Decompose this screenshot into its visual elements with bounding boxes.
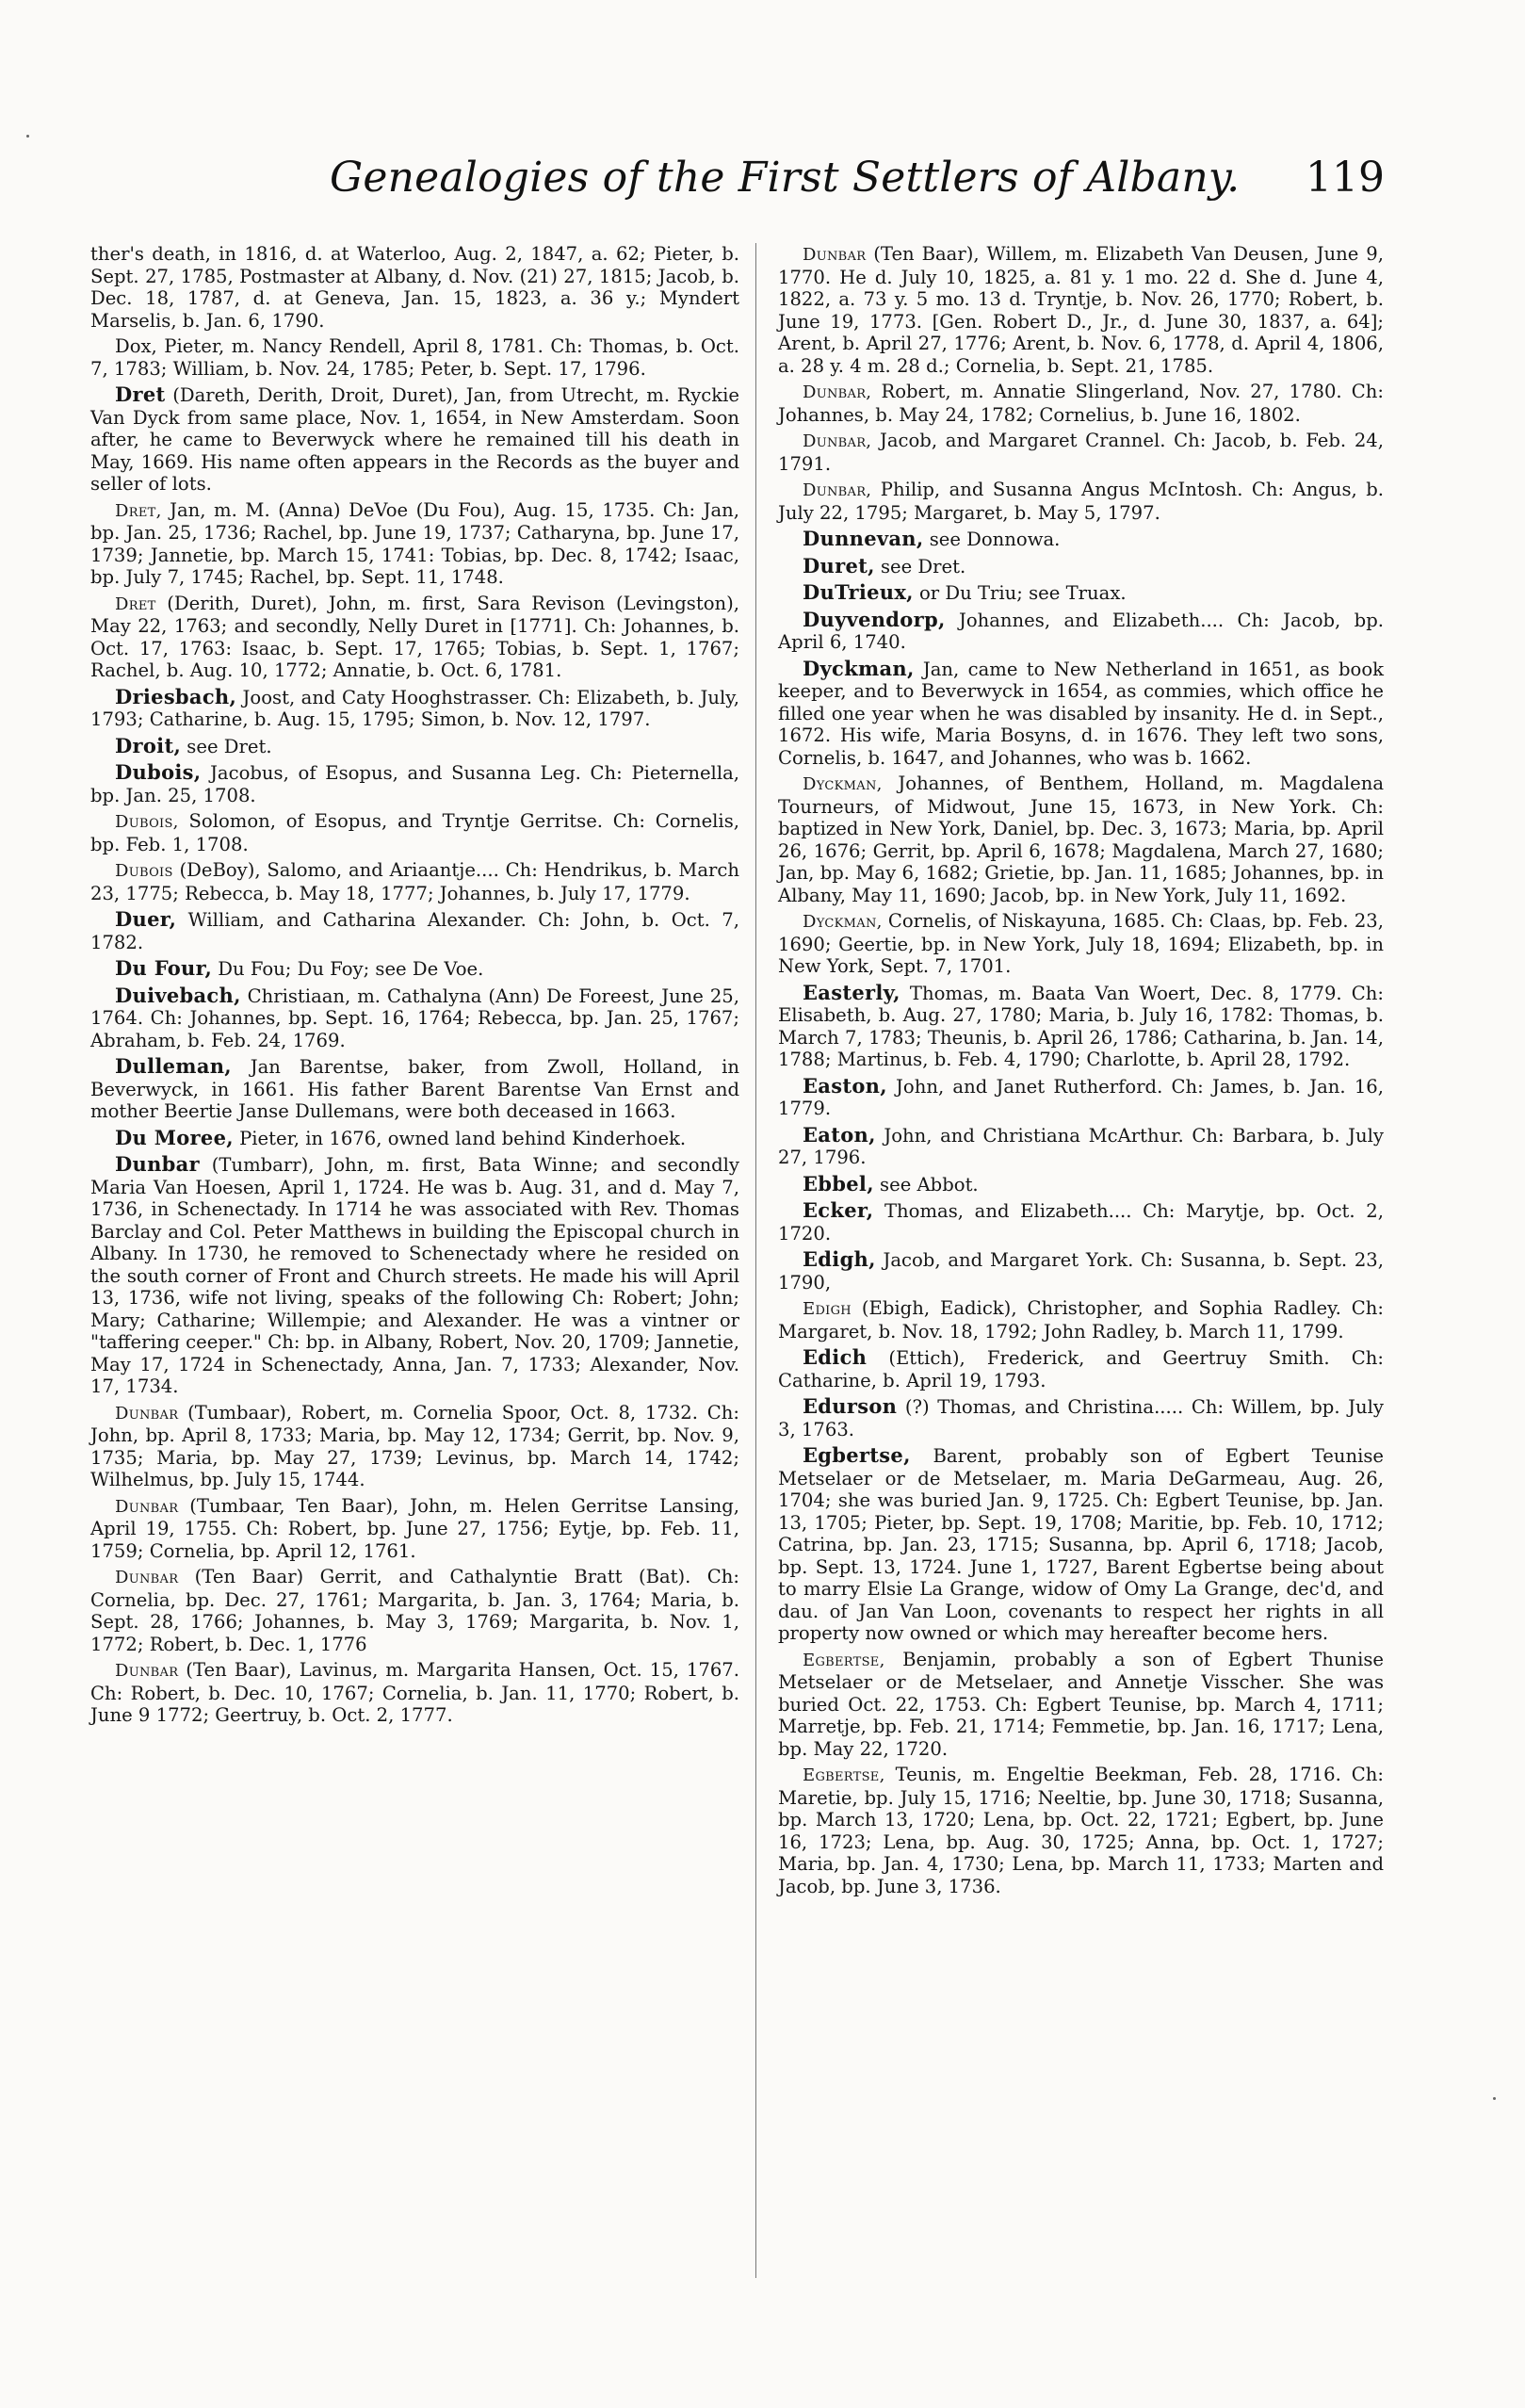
- genealogy-entry: [90, 1566, 739, 1655]
- entry-text: Thomas, m. Baata Van Woert, Dec. 8, 1779. Ch: Elisabeth, b. Aug. 27, 1780; Maria, b. July 16, 1782: Thomas, b. March 7, 1783; Theunis, b. April 26, 1786; Catharina, b. Jan. 14, 1788; Martinus, b. Feb. 4, 1790; Charlotte, b. April 28, 1792.: [778, 982, 1384, 1070]
- genealogy-entry: [778, 658, 1384, 770]
- entry-text: John, and Christiana McArthur. Ch: Barbara, b. July 27, 1796.: [778, 1124, 1384, 1168]
- page-speck: [26, 135, 29, 138]
- left-column: [90, 243, 739, 1731]
- entry-text: Jan Barentse, baker, from Zwoll, Holland, in Beverwyck, in 1661. His father Barent Barentse Van Ernst and mother Beertie Janse Dullemans, were both deceased in 1663.: [90, 1056, 739, 1122]
- genealogy-entry: [778, 479, 1384, 524]
- entry-surname: Du Moree,: [115, 1125, 234, 1149]
- entry-text: Pieter, m. Nancy Rendell, April 8, 1781. Ch: Thomas, b. Oct. 7, 1783; William, b. Nov. 24, 1785; Peter, b. Sept. 17, 1796.: [90, 335, 739, 380]
- entry-surname: Dret: [115, 382, 166, 406]
- genealogy-entry: [90, 686, 739, 731]
- genealogy-entry: [778, 773, 1384, 906]
- genealogy-entry: [90, 1153, 739, 1398]
- entry-text: (Tumbarr), John, m. first, Bata Winne; and secondly Maria Van Hoesen, April 1, 1724. He was b. Aug. 31, and d. May 7, 1736, in Schenectady. In 1714 he was associated with Rev. Thomas Barclay and Col. Peter Matthews in building the Episcopal church in Albany. In 1730, he removed to Schenectady where he resided on the south corner of Front and Church streets. He made his will April 13, 1736, wife not living, speaks of the following Ch: Robert; John; Mary; Catharine; Willempie; and Alexander. He was a vintner or "taffering ceeper." Ch: bp. in Albany, Robert, Nov. 20, 1709; Jannetie, May 17, 1724 in Schenectady, Anna, Jan. 7, 1733; Alexander, Nov. 17, 1734.: [90, 1154, 739, 1397]
- entry-text: Du Fou; Du Foy; see De Voe.: [212, 958, 484, 980]
- entry-surname: Dunbar: [803, 245, 867, 265]
- entry-text: Jan, m. M. (Anna) DeVoe (Du Fou), Aug. 15, 1735. Ch: Jan, bp. Jan. 25, 1736; Rachel, bp. June 19, 1737; Catharyna, bp. June 17, 1739; Jannetie, bp. March 15, 1741: Tobias, bp. Dec. 8, 1742; Isaac, bp. July 7, 1745; Rachel, bp. Sept. 11, 1748.: [90, 498, 739, 588]
- entry-text: (DeBoy), Salomo, and Ariaantje.... Ch: Hendrikus, b. March 23, 1775; Rebecca, b. May 18, 1777; Johannes, b. July 17, 1779.: [90, 859, 739, 904]
- genealogy-entry: [778, 609, 1384, 654]
- entry-text: Robert, m. Annatie Slingerland, Nov. 27, 1780. Ch: Johannes, b. May 24, 1782; Cornelius, b. June 16, 1802.: [778, 381, 1384, 426]
- entry-text: (Ten Baar), Willem, m. Elizabeth Van Deusen, June 9, 1770. He d. July 10, 1825, a. 81 y. 1 mo. 22 d. She d. June 4, 1822, a. 73 y. 5 mo. 13 d. Tryntje, b. Nov. 26, 1770; Robert, b. June 19, 1773. [Gen. Robert D., Jr., d. June 30, 1837, a. 64]; Arent, b. April 27, 1776; Arent, b. Nov. 6, 1778, d. April 4, 1806, a. 28 y. 4 m. 28 d.; Cornelia, b. Sept. 21, 1785.: [778, 243, 1384, 377]
- entry-surname: Duivebach,: [115, 983, 241, 1007]
- entry-surname: Egbertse,: [803, 1650, 885, 1670]
- entry-text: see Dret.: [181, 735, 272, 757]
- entry-text: Solomon, of Esopus, and Tryntje Gerritse. Ch: Cornelis, bp. Feb. 1, 1708.: [90, 810, 739, 855]
- genealogy-entry: [778, 555, 1384, 578]
- genealogy-entry: [778, 1346, 1384, 1391]
- genealogy-entry: [90, 1495, 739, 1563]
- entry-surname: Dunbar: [115, 1403, 179, 1424]
- entry-text: Johannes, of Benthem, Holland, m. Magdalena Tourneurs, of Midwout, June 15, 1673, in New York. Ch: baptized in New York, Daniel, bp. Dec. 3, 1673; Maria, bp. April 26, 1676; Gerrit, bp. April 6, 1678; Magdalena, March 27, 1680; Jan, bp. May 6, 1682; Grietie, bp. Jan. 11, 1685; Johannes, bp. in Albany, May 11, 1690; Jacob, bp. in New York, July 11, 1692.: [778, 773, 1384, 906]
- entry-surname: Dret: [115, 594, 156, 614]
- entry-text: Barent, probably son of Egbert Teunise Metselaer or de Metselaer, m. Maria DeGarmeau, Aug. 26, 1704; she was buried Jan. 9, 1725. Ch: Egbert Teunise, bp. Jan. 13, 1705; Pieter, bp. Sept. 19, 1708; Maritie, bp. Feb. 10, 1712; Catrina, bp. Jan. 23, 1715; Susanna, bp. April 6, 1718; Jacob, bp. Sept. 13, 1724. June 1, 1727, Barent Egbertse being about to marry Elsie La Grange, widow of Omy La Grange, dec'd, and dau. of Jan Van Loon, covenants to respect her rights in all property now owned or which may hereafter become hers.: [778, 1445, 1384, 1644]
- entry-text: or Du Triu; see Truax.: [913, 582, 1127, 604]
- genealogy-entry: [778, 1395, 1384, 1440]
- entry-surname: Dunnevan,: [803, 527, 924, 550]
- entry-text: (Ten Baar), Lavinus, m. Margarita Hansen, Oct. 15, 1767. Ch: Robert, b. Dec. 10, 1767; Cornelia, b. Jan. 11, 1770; Robert, b. June 9 1772; Geertruy, b. Oct. 2, 1777.: [90, 1659, 739, 1726]
- entry-surname: Dunbar: [115, 1568, 179, 1587]
- entry-surname: Driesbach,: [115, 684, 237, 708]
- genealogy-entry: [90, 499, 739, 589]
- entry-text: (Ettich), Frederick, and Geertruy Smith. Ch: Catharine, b. April 19, 1793.: [778, 1347, 1384, 1391]
- entry-text: Thomas, and Elizabeth.... Ch: Marytje, bp. Oct. 2, 1720.: [778, 1200, 1384, 1245]
- genealogy-entry: [90, 1402, 739, 1491]
- genealogy-entry: [90, 1127, 739, 1150]
- genealogy-entry: [90, 243, 739, 332]
- running-header: [330, 154, 1385, 216]
- genealogy-entry: [778, 581, 1384, 605]
- entry-text: Joost, and Caty Hooghstrasser. Ch: Elizabeth, b. July, 1793; Catharine, b. Aug. 15, 1795; Simon, b. Nov. 12, 1797.: [90, 686, 739, 730]
- genealogy-entry: [778, 381, 1384, 426]
- entry-text: Christiaan, m. Cathalyna (Ann) De Foreest, June 25, 1764. Ch: Johannes, bp. Sept. 16, 1764; Rebecca, bp. Jan. 25, 1767; Abraham, b. Feb. 24, 1769.: [90, 984, 739, 1051]
- genealogy-entry: [778, 1124, 1384, 1169]
- genealogy-entry: [90, 957, 739, 981]
- column-divider: [755, 243, 756, 2278]
- entry-surname: Egbertse,: [803, 1765, 885, 1785]
- entry-surname: Edich: [803, 1345, 868, 1369]
- entry-text: (Ebigh, Eadick), Christopher, and Sophia Radley. Ch: Margaret, b. Nov. 18, 1792; John Radley, b. March 11, 1799.: [778, 1297, 1384, 1342]
- genealogy-entry: [90, 984, 739, 1052]
- entry-surname: Dyckman,: [803, 774, 883, 794]
- entry-surname: Dubois: [115, 861, 173, 881]
- entry-surname: Eaton,: [803, 1122, 876, 1147]
- entry-text: Johannes, and Elizabeth.... Ch: Jacob, bp. April 6, 1740.: [778, 609, 1384, 653]
- running-title: Genealogies of the First Settlers of Albany.: [330, 154, 1241, 202]
- genealogy-entry: [778, 1764, 1384, 1897]
- right-column: [778, 243, 1384, 1901]
- entry-surname: Egbertse,: [803, 1443, 911, 1467]
- genealogy-entry: [90, 1055, 739, 1123]
- genealogy-entry: [778, 528, 1384, 551]
- entry-text: Jacob, and Margaret York. Ch: Susanna, b. Sept. 23, 1790,: [778, 1249, 1384, 1293]
- genealogy-entry: [90, 335, 739, 380]
- entry-text: Cornelis, of Niskayuna, 1685. Ch: Claas, bp. Feb. 23, 1690; Geertie, bp. in New York, July 18, 1694; Elizabeth, bp. in New York, Sept. 7, 1701.: [778, 910, 1384, 977]
- entry-surname: Dubois,: [115, 812, 179, 832]
- entry-surname: Droit,: [115, 733, 182, 757]
- genealogy-entry: [90, 1659, 739, 1727]
- entry-surname: Dunbar,: [803, 382, 872, 402]
- entry-surname: Duret,: [803, 553, 875, 578]
- genealogy-entry: [90, 383, 739, 496]
- page-speck: [1493, 2097, 1496, 2100]
- genealogy-entry: [778, 1297, 1384, 1342]
- entry-surname: Ebbel,: [803, 1171, 874, 1196]
- entry-surname: Duer,: [115, 907, 177, 931]
- entry-surname: Dox,: [115, 335, 157, 357]
- entry-surname: Dunbar,: [803, 431, 872, 451]
- entry-text: Benjamin, probably a son of Egbert Thunise Metselaer or de Metselaer, and Annetje Visscher. She was buried Oct. 22, 1753. Ch: Egbert Teunise, bp. March 4, 1711; Marretje, bp. Feb. 21, 1714; Femmetie, bp. Jan. 16, 1717; Lena, bp. May 22, 1720.: [778, 1648, 1384, 1760]
- entry-text: Jacob, and Margaret Crannel. Ch: Jacob, b. Feb. 24, 1791.: [778, 430, 1384, 475]
- entry-surname: Dyckman,: [803, 912, 883, 932]
- genealogy-entry: [90, 908, 739, 953]
- entry-text: (Tumbaar, Ten Baar), John, m. Helen Gerritse Lansing, April 19, 1755. Ch: Robert, bp. June 27, 1756; Eytje, bp. Feb. 11, 1759; Cornelia, bp. April 12, 1761.: [90, 1494, 739, 1562]
- entry-text: William, and Catharina Alexander. Ch: John, b. Oct. 7, 1782.: [90, 909, 739, 953]
- entry-surname: Easton,: [803, 1073, 887, 1098]
- entry-surname: Dunbar: [115, 1661, 179, 1681]
- entry-text: see Dret.: [874, 555, 966, 578]
- entry-surname: Dunbar,: [803, 480, 872, 500]
- genealogy-entry: [90, 859, 739, 904]
- entry-text: Pieter, in 1676, owned land behind Kinderhoek.: [233, 1127, 687, 1149]
- genealogy-entry: [90, 761, 739, 806]
- genealogy-entry: [778, 1199, 1384, 1245]
- genealogy-entry: [778, 1248, 1384, 1293]
- entry-text: (Derith, Duret), John, m. first, Sara Revison (Levingston), May 22, 1763; and secondly, Nelly Duret in [1771]. Ch: Johannes, b. Oct. 17, 1763: Isaac, b. Sept. 17, 1765; Tobias, b. Sept. 1, 1767; Rachel, b. Aug. 10, 1772; Annatie, b. Oct. 6, 1781.: [90, 592, 739, 681]
- entry-surname: Edigh: [803, 1299, 852, 1319]
- entry-surname: Dret,: [115, 500, 162, 521]
- genealogy-entry: [778, 982, 1384, 1071]
- entry-surname: Edurson: [803, 1394, 898, 1418]
- entry-surname: Dyckman,: [803, 656, 915, 680]
- entry-text: Jacobus, of Esopus, and Susanna Leg. Ch: Pieternella, bp. Jan. 25, 1708.: [90, 762, 739, 806]
- entry-surname: Ecker,: [803, 1198, 874, 1222]
- entry-text: (Ten Baar) Gerrit, and Cathalyntie Bratt (Bat). Ch: Cornelia, bp. Dec. 27, 1761; Margarita, b. Jan. 3, 1764; Maria, b. Sept. 28, 1766; Johannes, b. May 3, 1769; Margarita, b. Nov. 1, 1772; Robert, b. Dec. 1, 1776: [90, 1566, 739, 1655]
- genealogy-entry: [778, 1173, 1384, 1196]
- genealogy-entry: [778, 910, 1384, 978]
- entry-text: Philip, and Susanna Angus McIntosh. Ch: Angus, b. July 22, 1795; Margaret, b. May 5, 1797.: [778, 479, 1384, 524]
- entry-surname: Dubois,: [115, 760, 202, 784]
- genealogy-entry: [90, 593, 739, 682]
- entry-surname: Duyvendorp,: [803, 607, 946, 631]
- entry-text: Jan, came to New Netherland in 1651, as book keeper, and to Beverwyck in 1654, as commies, which office he filled one year when he was disabled by insanity. He d. in Sept., 1672. His wife, Maria Bosyns, d. in 1676. They left two sons, Cornelis, b. 1647, and Johannes, who was b. 1662.: [778, 658, 1384, 769]
- entry-text: see Abbot.: [873, 1173, 979, 1196]
- entry-surname: Dunbar: [115, 1152, 200, 1176]
- genealogy-entry: [778, 1075, 1384, 1120]
- entry-text: (Dareth, Derith, Droit, Duret), Jan, from Utrecht, m. Ryckie Van Dyck from same place, Nov. 1, 1654, in New Amsterdam. Soon after, he came to Beverwyck where he remained till his death in May, 1669. His name often appears in the Records as the buyer and seller of lots.: [90, 384, 739, 495]
- entry-surname: Easterly,: [803, 980, 900, 1004]
- genealogy-entry: [778, 1444, 1384, 1645]
- genealogy-entry: [778, 430, 1384, 475]
- entry-surname: DuTrieux,: [803, 580, 914, 604]
- entry-text: (?) Thomas, and Christina..... Ch: Willem, bp. July 3, 1763.: [778, 1396, 1384, 1440]
- entry-surname: Dulleman,: [115, 1054, 232, 1078]
- entry-text: (Tumbaar), Robert, m. Cornelia Spoor, Oct. 8, 1732. Ch: John, bp. April 8, 1733; Maria, bp. May 12, 1734; Gerrit, bp. Nov. 9, 1735; Maria, bp. May 27, 1739; Levinus, bp. March 14, 1742; Wilhelmus, bp. July 15, 1744.: [90, 1401, 739, 1490]
- entry-surname: Edigh,: [803, 1247, 876, 1271]
- entry-text: Teunis, m. Engeltie Beekman, Feb. 28, 1716. Ch: Maretie, bp. July 15, 1716; Neeltie, bp. June 30, 1718; Susanna, bp. March 13, 1720; Lena, bp. Oct. 22, 1721; Egbert, bp. June 16, 1723; Lena, bp. Aug. 30, 1725; Anna, bp. Oct. 1, 1727; Maria, bp. Jan. 4, 1730; Lena, bp. March 11, 1733; Marten and Jacob, bp. June 3, 1736.: [778, 1764, 1384, 1897]
- genealogy-entry: [778, 1649, 1384, 1761]
- entry-text: John, and Janet Rutherford. Ch: James, b. Jan. 16, 1779.: [778, 1075, 1384, 1119]
- entry-surname: Dunbar: [115, 1496, 179, 1517]
- genealogy-entry: [90, 735, 739, 758]
- genealogy-entry: [90, 810, 739, 855]
- genealogy-entry: [778, 243, 1384, 377]
- page-number: 119: [1306, 154, 1385, 202]
- entry-surname: Du Four,: [115, 956, 213, 980]
- entry-text: see Donnowa.: [923, 529, 1061, 550]
- entry-text: ther's death, in 1816, d. at Waterloo, Aug. 2, 1847, a. 62; Pieter, b. Sept. 27, 1785, Postmaster at Albany, d. Nov. (21) 27, 1815; Jacob, b. Dec. 18, 1787, d. at Geneva, Jan. 15, 1823, a. 36 y.; Myndert Marselis, b. Jan. 6, 1790.: [90, 243, 739, 332]
